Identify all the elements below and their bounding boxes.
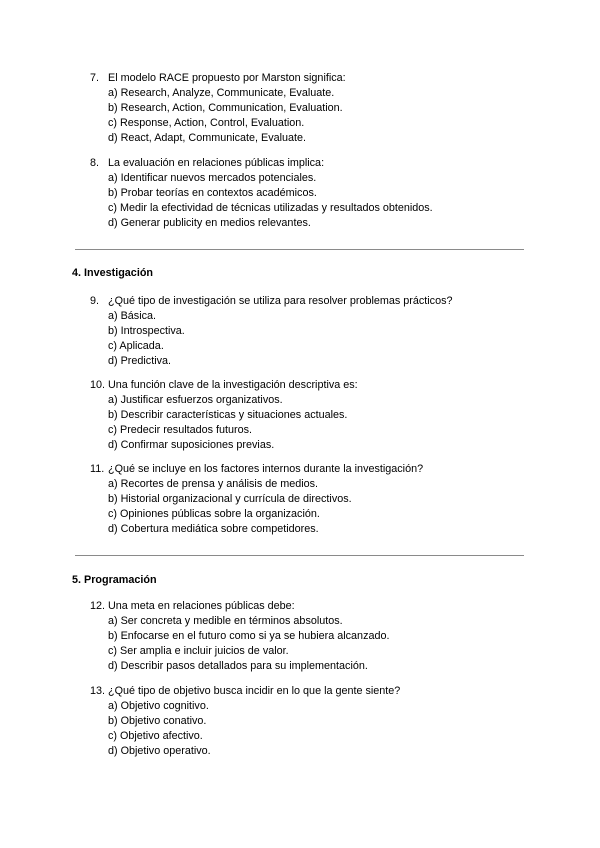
question-text: Una meta en relaciones públicas debe: — [108, 600, 295, 612]
option-c: c) Aplicada. — [108, 340, 164, 352]
option-d: d) React, Adapt, Communicate, Evaluate. — [108, 132, 307, 144]
options-list — [108, 309, 452, 369]
question-stem — [90, 378, 358, 393]
option-b: b) Introspectiva. — [108, 325, 185, 337]
options-list — [108, 699, 400, 759]
option-a: a) Objetivo cognitivo. — [108, 700, 209, 712]
option-b: b) Describir características y situaciones actuales. — [108, 409, 348, 421]
option-a: a) Identificar nuevos mercados potenciales. — [108, 172, 317, 184]
option-d: d) Objetivo operativo. — [108, 745, 211, 757]
option-b: b) Objetivo conativo. — [108, 715, 207, 727]
options-list — [108, 393, 358, 453]
option-b: b) Probar teorías en contextos académicos. — [108, 187, 317, 199]
option-a: a) Research, Analyze, Communicate, Evaluate. — [108, 87, 335, 99]
question-stem — [90, 71, 346, 86]
section-title-programacion: 5. Programación — [72, 574, 157, 586]
question-stem — [90, 294, 452, 309]
question-number: 9. — [90, 295, 100, 307]
option-c: c) Predecir resultados futuros. — [108, 424, 253, 436]
options-list — [108, 86, 346, 146]
question-stem — [90, 462, 423, 477]
question-9 — [90, 294, 452, 369]
option-c: c) Opiniones públicas sobre la organización. — [108, 508, 320, 520]
question-number: 10. — [90, 379, 106, 391]
question-text: ¿Qué tipo de objetivo busca incidir en lo que la gente siente? — [108, 685, 401, 697]
question-stem — [90, 599, 389, 614]
question-stem — [90, 156, 433, 171]
option-d: d) Confirmar suposiciones previas. — [108, 439, 275, 451]
question-text: La evaluación en relaciones públicas implica: — [108, 157, 325, 169]
option-b: b) Historial organizacional y currícula de directivos. — [108, 493, 352, 505]
option-d: d) Generar publicity en medios relevantes. — [108, 217, 311, 229]
question-12 — [90, 599, 389, 674]
option-c: c) Objetivo afectivo. — [108, 730, 203, 742]
options-list — [108, 171, 433, 231]
options-list — [108, 477, 423, 537]
question-number: 13. — [90, 685, 106, 697]
question-stem — [90, 684, 400, 699]
question-text: ¿Qué se incluye en los factores internos durante la investigación? — [108, 463, 424, 475]
question-10 — [90, 378, 358, 453]
question-8 — [90, 156, 433, 231]
option-d: d) Cobertura mediática sobre competidores. — [108, 523, 319, 535]
question-11 — [90, 462, 423, 537]
option-a: a) Básica. — [108, 310, 157, 322]
question-text: El modelo RACE propuesto por Marston significa: — [108, 72, 346, 84]
option-a: a) Recortes de prensa y análisis de medios. — [108, 478, 319, 490]
question-text: ¿Qué tipo de investigación se utiliza para resolver problemas prácticos? — [108, 295, 453, 307]
question-number: 11. — [90, 463, 105, 475]
option-a: a) Ser concreta y medible en términos absolutos. — [108, 615, 343, 627]
option-d: d) Predictiva. — [108, 355, 172, 367]
question-number: 12. — [90, 600, 106, 612]
option-d: d) Describir pasos detallados para su implementación. — [108, 660, 368, 672]
question-text: Una función clave de la investigación descriptiva es: — [108, 379, 358, 391]
question-number: 7. — [90, 72, 100, 84]
option-c: c) Medir la efectividad de técnicas utilizadas y resultados obtenidos. — [108, 202, 433, 214]
option-c: c) Response, Action, Control, Evaluation. — [108, 117, 305, 129]
section-divider — [75, 249, 524, 250]
option-c: c) Ser amplia e incluir juicios de valor. — [108, 645, 289, 657]
question-7 — [90, 71, 346, 146]
question-number: 8. — [90, 157, 100, 169]
question-13 — [90, 684, 400, 759]
option-b: b) Research, Action, Communication, Evaluation. — [108, 102, 343, 114]
option-a: a) Justificar esfuerzos organizativos. — [108, 394, 283, 406]
section-divider — [75, 555, 524, 556]
section-title-investigacion: 4. Investigación — [72, 267, 154, 279]
option-b: b) Enfocarse en el futuro como si ya se hubiera alcanzado. — [108, 630, 390, 642]
options-list — [108, 614, 389, 674]
